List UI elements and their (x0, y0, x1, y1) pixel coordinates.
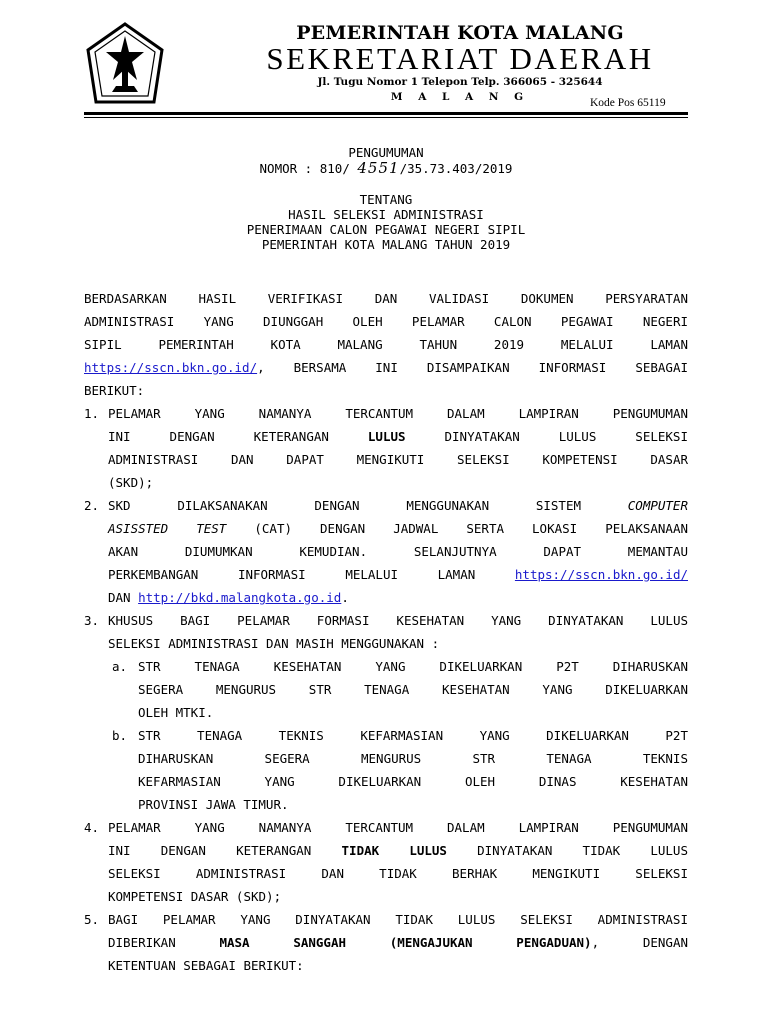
text-line (108, 494, 688, 517)
text-line: BERDASARKAN HASIL VERIFIKASI DAN VALIDASI DOKUMEN PERSYARATAN (84, 291, 688, 306)
announcement-subject-3: PEMERINTAH KOTA MALANG TAHUN 2019 (261, 237, 511, 252)
text-line: STR TENAGA KESEHATAN YANG DIKELUARKAN P2T DIHARUSKAN (138, 659, 688, 674)
text-line: STR TENAGA TEKNIS KEFARMASIAN YANG DIKELUARKAN P2T (138, 728, 688, 743)
text-line (84, 356, 688, 379)
item-number: 5. (84, 912, 100, 927)
text-line: PROVINSI JAWA TIMUR. (138, 797, 289, 812)
nomor-handwritten-number: 4551 (357, 159, 400, 177)
text-line: ADMINISTRASI DAN DAPAT MENGIKUTI SELEKSI KOMPETENSI DASAR (108, 452, 688, 467)
intro-paragraph (84, 287, 688, 402)
text-span: , DENGAN (591, 935, 688, 950)
text-span: (CAT) DENGAN JADWAL SERTA LOKASI PELAKSANAAN (226, 521, 688, 536)
status-tidak-lulus: TIDAK LULUS (341, 843, 447, 858)
text-line: KHUSUS BAGI PELAMAR FORMASI KESEHATAN YANG DINYATAKAN LULUS (108, 613, 688, 628)
list-item-1 (84, 402, 688, 494)
text-line: KEFARMASIAN YANG DIKELUARKAN OLEH DINAS KESEHATAN (138, 774, 688, 789)
sub-item-a (84, 655, 688, 724)
announcement-about: TENTANG (359, 192, 413, 207)
sub-item-letter: b. (112, 728, 128, 743)
list-item-5 (84, 908, 688, 977)
letterhead-thick-rule (84, 112, 688, 115)
text-span: , BERSAMA INI DISAMPAIKAN INFORMASI SEBAGAI (257, 360, 688, 375)
text-line: BAGI PELAMAR YANG DINYATAKAN TIDAK LULUS SELEKSI ADMINISTRASI (108, 912, 688, 927)
announcement-subject-2: PENERIMAAN CALON PEGAWAI NEGERI SIPIL (246, 222, 526, 237)
nomor-prefix: NOMOR : 810/ (259, 161, 350, 176)
letterhead-office: SEKRETARIAT DAERAH (266, 41, 654, 76)
text-line: ADMINISTRASI YANG DIUNGGAH OLEH PELAMAR CALON PEGAWAI NEGERI (84, 314, 688, 329)
text-line (108, 563, 688, 586)
text-span: PERKEMBANGAN INFORMASI MELALUI LAMAN (108, 567, 515, 582)
text-line: PELAMAR YANG NAMANYA TERCANTUM DALAM LAMPIRAN PENGUMUMAN (108, 406, 688, 421)
letterhead-city: M A L A N G (390, 91, 530, 103)
text-span: DINYATAKAN TIDAK LULUS (446, 843, 688, 858)
sscn-link[interactable]: https://sscn.bkn.go.id/ (84, 360, 258, 375)
sscn-link[interactable]: https://sscn.bkn.go.id/ (514, 567, 688, 582)
letterhead-thin-rule (84, 117, 688, 118)
text-line (108, 931, 688, 954)
text-span: SKD DILAKSANAKAN DENGAN MENGGUNAKAN SISTEM (108, 498, 628, 513)
text-span: INI DENGAN KETERANGAN (108, 843, 342, 858)
text-line: AKAN DIUMUMKAN KEMUDIAN. SELANJUTNYA DAPAT MEMANTAU (108, 544, 688, 559)
letterhead-postal-code: Kode Pos 65119 (590, 97, 666, 109)
announcement-body (84, 287, 688, 977)
status-lulus: LULUS (367, 429, 406, 444)
bkd-link[interactable]: http://bkd.malangkota.go.id (138, 590, 342, 605)
sub-item-letter: a. (112, 659, 128, 674)
list-item-4 (84, 816, 688, 908)
announcement-number (84, 160, 688, 177)
text-line (108, 839, 688, 862)
text-line: SELEKSI ADMINISTRASI DAN TIDAK BERHAK MENGIKUTI SELEKSI (108, 866, 688, 881)
letterhead-address: Jl. Tugu Nomor 1 Telepon Telp. 366065 - 325644 (317, 76, 603, 88)
text-span: . (341, 590, 349, 605)
text-line (108, 586, 688, 609)
item-number: 1. (84, 406, 100, 421)
sub-item-b (84, 724, 688, 816)
text-line (108, 425, 688, 448)
text-line: SIPIL PEMERINTAH KOTA MALANG TAHUN 2019 MELALUI LAMAN (84, 337, 688, 352)
item-number: 4. (84, 820, 100, 835)
text-line: (SKD); (108, 475, 154, 490)
list-item-3 (84, 609, 688, 655)
city-emblem-icon (86, 22, 164, 106)
announcement-subject-1: HASIL SELEKSI ADMINISTRASI (288, 207, 484, 222)
text-line: OLEH MTKI. (138, 705, 214, 720)
item-number: 2. (84, 498, 100, 513)
item-number: 3. (84, 613, 100, 628)
text-line: DIHARUSKAN SEGERA MENGURUS STR TENAGA TEKNIS (138, 751, 688, 766)
text-line: BERIKUT: (84, 383, 145, 398)
letterhead-government: PEMERINTAH KOTA MALANG (296, 22, 624, 44)
text-span: DAN (108, 590, 139, 605)
text-span: DIBERIKAN (108, 935, 220, 950)
text-span: DINYATAKAN LULUS SELEKSI (405, 429, 688, 444)
announcement-heading: PENGUMUMAN (348, 145, 424, 160)
italic-term: COMPUTER (627, 498, 688, 513)
text-line (108, 517, 688, 540)
text-line: PELAMAR YANG NAMANYA TERCANTUM DALAM LAMPIRAN PENGUMUMAN (108, 820, 688, 835)
text-line: KOMPETENSI DASAR (SKD); (108, 889, 282, 904)
list-item-2 (84, 494, 688, 609)
text-line: SEGERA MENGURUS STR TENAGA KESEHATAN YANG DIKELUARKAN (138, 682, 688, 697)
text-line: KETENTUAN SEBAGAI BERIKUT: (108, 958, 304, 973)
masa-sanggah-term: MASA SANGGAH (MENGAJUKAN PENGADUAN) (219, 935, 592, 950)
text-line: SELEKSI ADMINISTRASI DAN MASIH MENGGUNAKAN : (108, 636, 440, 651)
text-span: INI DENGAN KETERANGAN (108, 429, 368, 444)
nomor-suffix: /35.73.403/2019 (399, 161, 513, 176)
italic-term: ASISSTED TEST (108, 521, 227, 536)
